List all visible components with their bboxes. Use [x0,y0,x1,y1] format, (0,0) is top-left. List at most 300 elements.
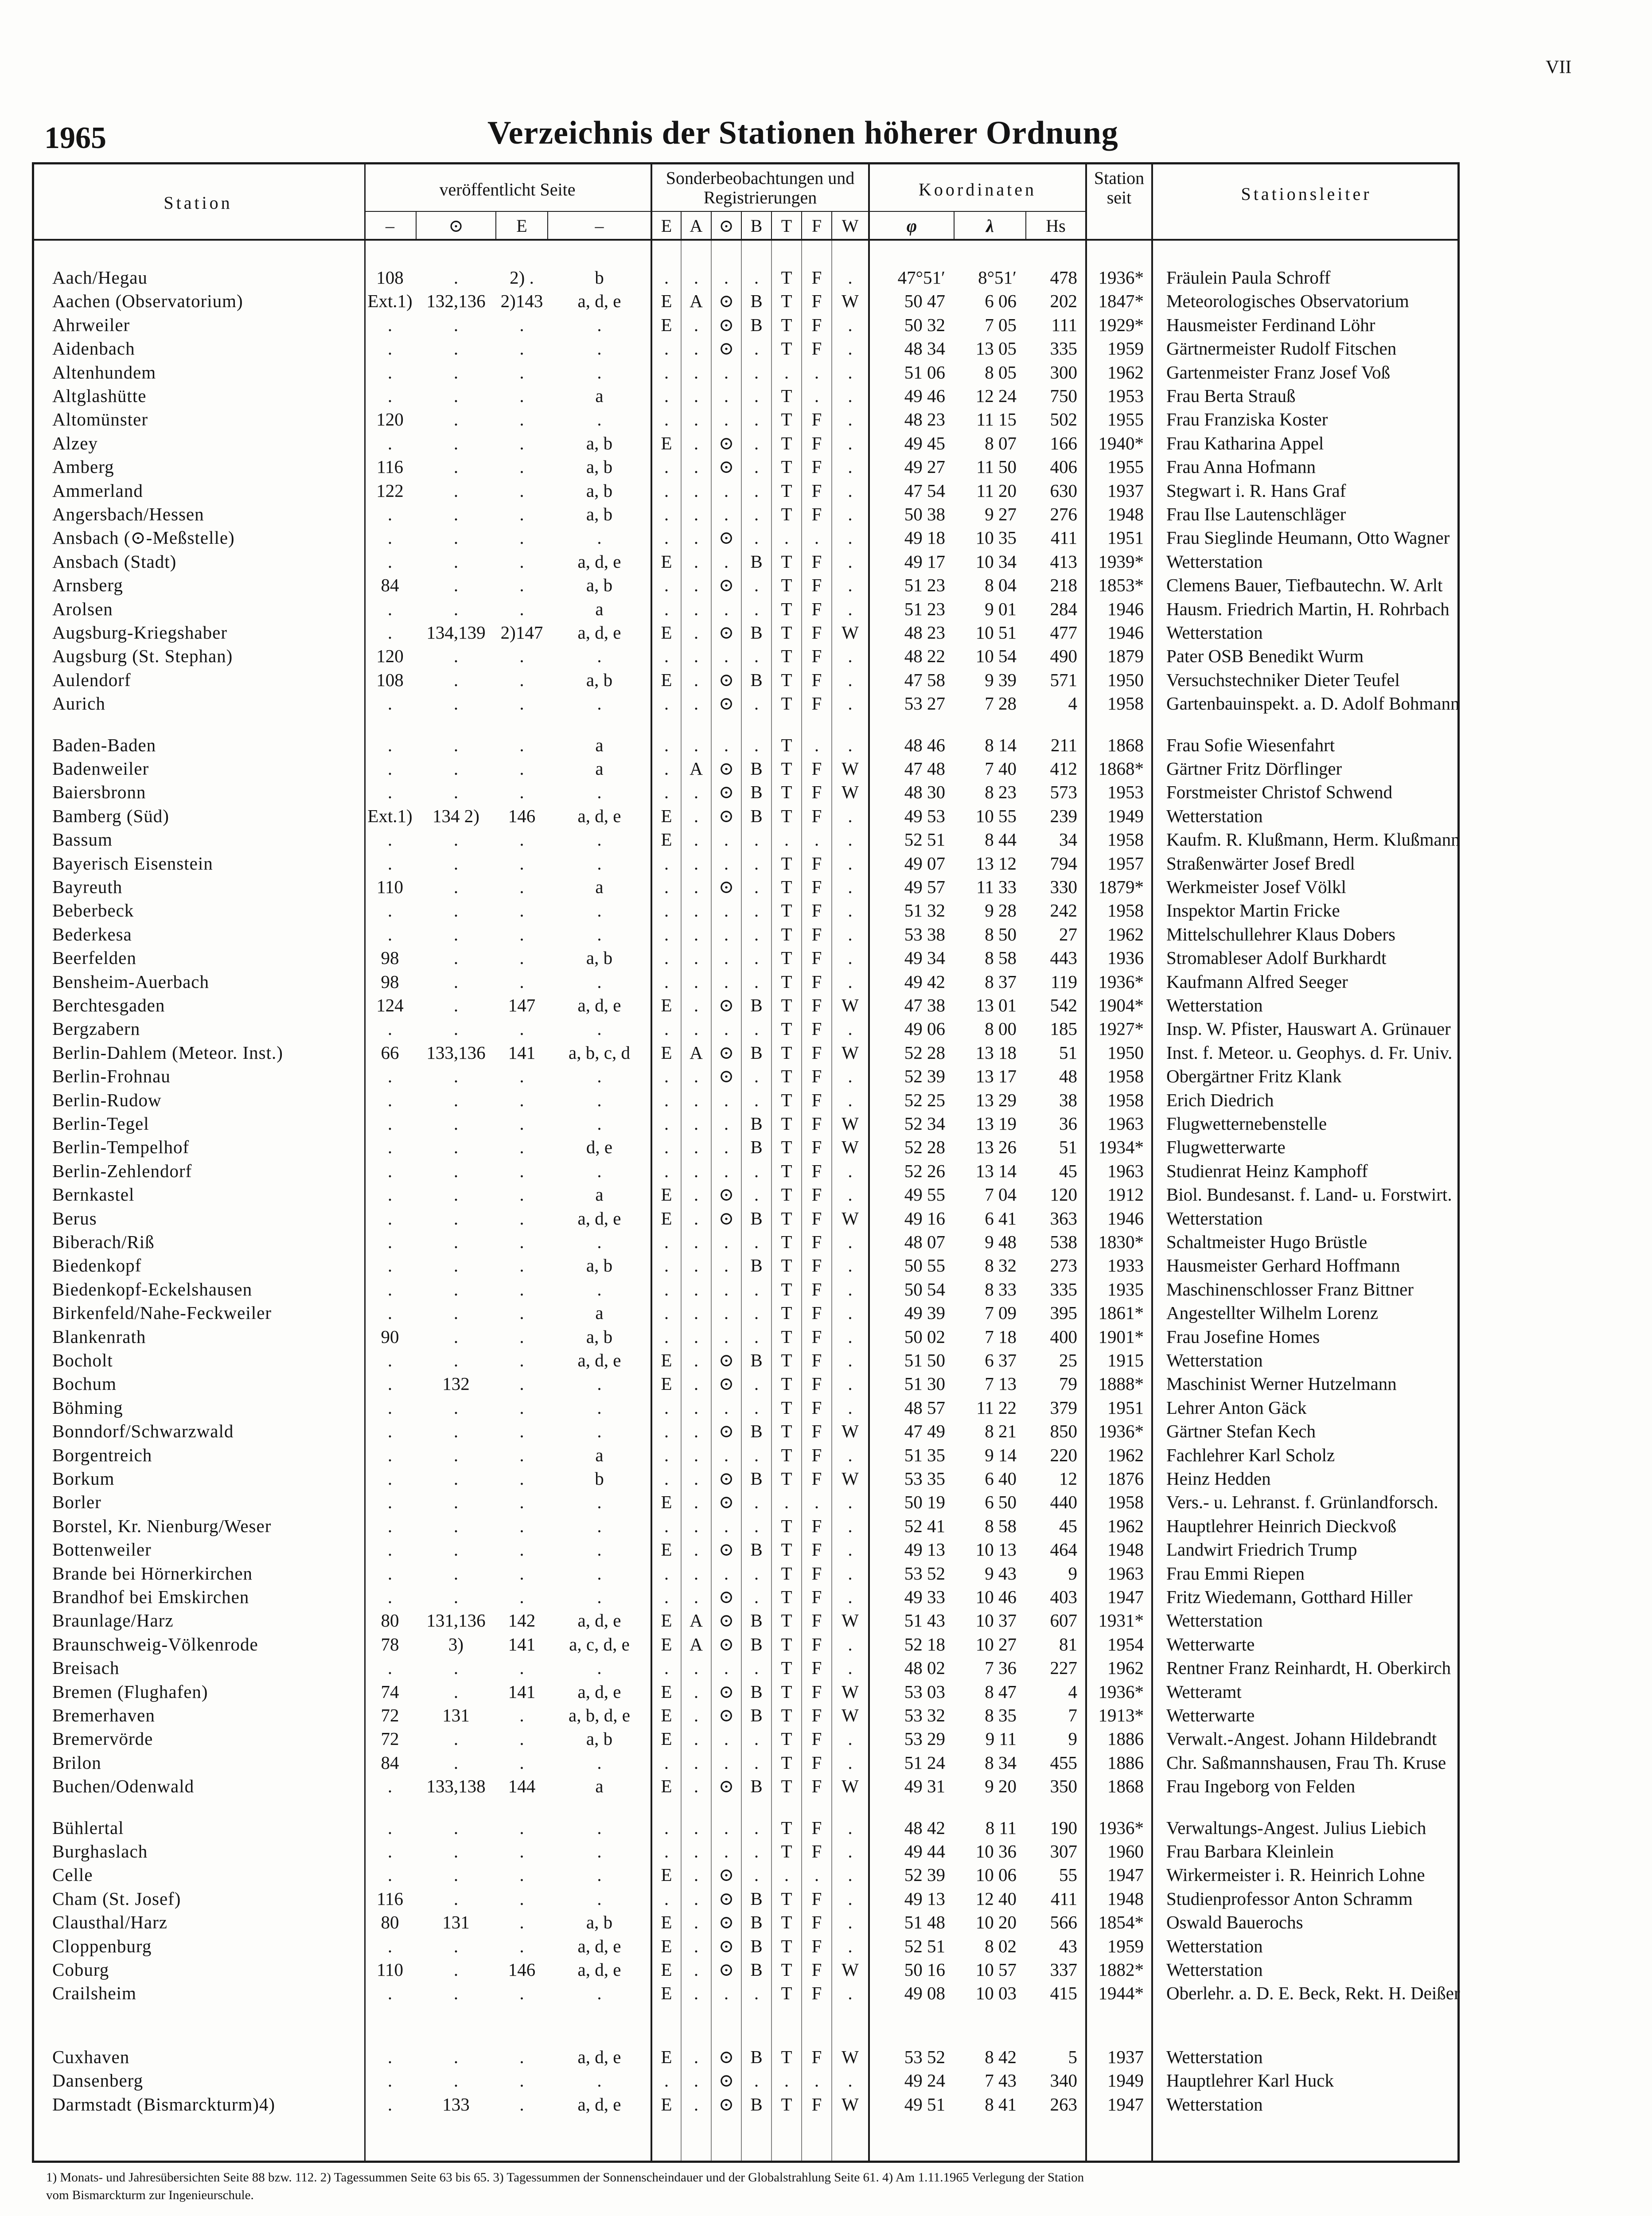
special-observation: . [724,829,729,850]
published-page: a [595,758,604,779]
special-observation: . [848,267,853,288]
latitude: 48 30 [904,782,945,803]
special-observation: E [661,1983,672,2004]
special-observation: ⊙ [718,1587,734,1607]
station-name: Braunlage/Harz [52,1610,174,1631]
station-height: 276 [1050,504,1077,524]
published-page: . [453,1587,459,1607]
special-observation: . [664,480,669,501]
longitude: 8°51′ [978,267,1017,288]
special-observation: T [781,1634,792,1654]
special-observation: B [750,1935,763,1956]
special-observation: . [724,1089,729,1110]
special-observation: . [814,1492,819,1513]
latitude: 47 58 [904,669,945,690]
station-height: 4 [1068,693,1077,714]
special-observation: . [724,1444,729,1465]
station-since: 1854* [1098,1912,1144,1933]
table-row [32,1396,1460,1420]
latitude: 49 46 [904,386,945,406]
published-page: . [597,1018,602,1039]
special-observation: T [781,948,792,968]
header-coordinates: Koordinaten [919,179,1036,199]
station-since: 1949 [1107,2070,1144,2091]
special-observation: . [694,829,699,850]
special-observation: . [754,1326,759,1347]
published-page: a [595,734,604,755]
station-name: Altglashütte [52,386,147,406]
station-leader: Flugwetterwarte [1166,1137,1286,1158]
station-height: 538 [1050,1232,1077,1252]
published-page: . [453,598,459,619]
special-observation: F [811,1232,822,1252]
special-observation: . [664,409,669,430]
published-page: . [387,1018,393,1039]
station-name: Bensheim-Auerbach [52,971,209,992]
published-page: a, d, e [577,805,621,826]
published-page: . [519,924,524,944]
special-observation: . [754,734,759,755]
longitude: 10 03 [975,1983,1017,2004]
special-observation: . [754,504,759,524]
station-since: 1944* [1098,1983,1144,2004]
station-leader: Wetterstation [1166,1350,1263,1370]
special-observation: . [848,1912,853,1933]
published-page: . [519,853,524,874]
station-name: Bühlertal [52,1817,124,1838]
station-name: Ahrweiler [52,314,130,335]
special-observation: . [664,1137,669,1158]
special-observation: . [694,362,699,382]
special-observation: A [690,1634,703,1654]
published-page: a, b [586,1728,613,1749]
published-page: . [519,1492,524,1513]
published-page: a, d, e [577,1681,621,1702]
published-page: . [387,338,393,359]
special-observation: . [848,1255,853,1276]
header-special-col: B [750,216,763,236]
station-leader: Gartenbauinspekt. a. D. Adolf Bohmann [1166,693,1460,714]
special-observation: . [664,456,669,477]
header-special-col: E [661,216,672,236]
published-page: 84 [381,575,399,596]
station-leader: Gärtner Stefan Kech [1166,1421,1316,1442]
special-observation: . [784,2070,789,2091]
published-page: . [597,409,602,430]
station-name: Cham (St. Josef) [52,1888,181,1909]
latitude: 51 50 [904,1350,945,1370]
special-observation: . [694,1113,699,1134]
table-row [32,1207,1460,1230]
special-observation: B [750,1634,763,1654]
special-observation: . [694,1232,699,1252]
station-height: 38 [1059,1089,1077,1110]
published-page: . [597,971,602,992]
published-page: . [453,1160,459,1181]
published-page: a, b [586,1326,613,1347]
station-height: 412 [1050,758,1077,779]
station-name: Angersbach/Hessen [52,504,204,524]
special-observation: . [754,1397,759,1418]
station-leader: Inspektor Martin Fricke [1166,900,1340,921]
published-page: 131,136 [426,1610,486,1631]
station-name: Berus [52,1208,97,1229]
station-since: 1915 [1107,1350,1144,1370]
published-page: . [453,386,459,406]
station-leader: Chr. Saßmannshausen, Frau Th. Kruse [1166,1752,1446,1773]
published-page: . [453,551,459,572]
longitude: 9 48 [985,1232,1017,1252]
station-since: 1935 [1107,1279,1144,1299]
table-row [32,970,1460,994]
station-since: 1886 [1107,1728,1144,1749]
special-observation: T [781,782,792,803]
longitude: 6 41 [985,1208,1017,1229]
special-observation: F [811,853,822,874]
special-observation: E [661,1184,672,1205]
published-page: a, b [586,480,613,501]
special-observation: . [664,734,669,755]
longitude: 10 37 [975,1610,1017,1631]
table-row [32,1349,1460,1372]
longitude: 8 04 [985,575,1017,596]
station-height: 25 [1059,1350,1077,1370]
station-leader: Gärtnermeister Rudolf Fitschen [1166,338,1397,359]
published-page: . [387,1865,393,1885]
station-name: Ansbach (⊙-Meßstelle) [52,527,235,548]
station-since: 1933 [1107,1255,1144,1276]
latitude: 50 16 [904,1959,945,1980]
station-name: Cloppenburg [52,1935,152,1956]
station-leader: Wetterstation [1166,805,1263,826]
longitude: 10 06 [975,1865,1017,1885]
special-observation: E [661,1610,672,1631]
special-observation: . [694,1865,699,1885]
station-name: Bayerisch Eisenstein [52,853,213,874]
special-observation: F [811,782,822,803]
published-page: 84 [381,1752,399,1773]
longitude: 13 19 [975,1113,1017,1134]
special-observation: F [811,1705,822,1725]
longitude: 13 05 [975,338,1017,359]
header-station-since: Station seit [1094,168,1145,207]
header-pub-col: ⊙ [448,216,464,236]
latitude: 50 55 [904,1255,945,1276]
station-name: Bremerhaven [52,1705,155,1725]
station-since: 1955 [1107,456,1144,477]
special-observation: . [848,338,853,359]
published-page: . [519,1563,524,1584]
station-leader: Meteorologisches Observatorium [1166,291,1409,312]
table-row [32,1159,1460,1183]
special-observation: ⊙ [718,2046,734,2067]
station-name: Altenhundem [52,362,156,382]
special-observation: . [814,734,819,755]
latitude: 48 34 [904,338,945,359]
published-page: a, d, e [577,2094,621,2115]
special-observation: T [781,900,792,921]
special-observation: B [750,805,763,826]
special-observation: T [781,1421,792,1442]
published-page: 133 [442,2094,470,2115]
published-page: . [597,829,602,850]
special-observation: . [848,409,853,430]
special-observation: B [750,291,763,312]
special-observation: . [694,853,699,874]
station-leader: Hausmeister Gerhard Hoffmann [1166,1255,1400,1276]
special-observation: . [724,1817,729,1838]
special-observation: . [848,386,853,406]
special-observation: T [781,551,792,572]
table-row [32,946,1460,970]
published-page: . [387,551,393,572]
special-observation: . [664,1421,669,1442]
special-observation: T [781,622,792,643]
published-page: . [519,669,524,690]
special-observation: F [811,409,822,430]
latitude: 49 51 [904,2094,945,2115]
published-page: . [387,1563,393,1584]
special-observation: E [661,1705,672,1725]
special-observation: T [781,669,792,690]
special-observation: T [781,1912,792,1933]
published-page: a, d, e [577,1959,621,1980]
station-height: 45 [1059,1515,1077,1536]
station-name: Beberbeck [52,900,134,921]
published-page: . [387,1137,393,1158]
special-observation: . [664,693,669,714]
special-observation: . [664,1515,669,1536]
special-observation: . [694,2070,699,2091]
special-observation: W [842,1421,859,1442]
published-page: . [597,1421,602,1442]
special-observation: . [754,948,759,968]
latitude: 48 22 [904,646,945,667]
longitude: 6 50 [985,1492,1017,1513]
latitude: 49 57 [904,877,945,897]
published-page: . [387,1350,393,1370]
station-leader: Oberlehr. a. D. E. Beck, Rekt. H. Deißer [1166,1983,1460,2004]
longitude: 10 54 [975,646,1017,667]
published-page: a, d, e [577,2046,621,2067]
special-observation: F [811,900,822,921]
published-page: . [453,829,459,850]
published-page: . [519,1888,524,1909]
published-page: . [387,2070,393,2091]
special-observation: . [694,1160,699,1181]
special-observation: . [848,575,853,596]
special-observation: F [811,948,822,968]
latitude: 49 53 [904,805,945,826]
special-observation: . [724,1983,729,2004]
published-page: . [453,1255,459,1276]
special-observation: W [842,1468,859,1489]
published-page: . [519,1397,524,1418]
table-row [32,2069,1460,2092]
published-page: . [453,1444,459,1465]
special-observation: . [754,362,759,382]
special-observation: . [694,782,699,803]
published-page: . [387,1160,393,1181]
longitude: 13 14 [975,1160,1017,1181]
published-page: . [453,1137,459,1158]
special-observation: . [814,362,819,382]
longitude: 8 58 [985,1515,1017,1536]
station-since: 1936* [1098,267,1144,288]
published-page: . [453,1018,459,1039]
station-since: 1929* [1098,314,1144,335]
published-page: . [453,480,459,501]
station-leader: Straßenwärter Josef Bredl [1166,853,1355,874]
header-pub-col: – [386,216,394,236]
published-page: . [453,924,459,944]
special-observation: . [694,995,699,1015]
station-name: Biedenkopf [52,1255,142,1276]
published-page: . [519,877,524,897]
special-observation: ⊙ [718,1912,734,1933]
table-row [32,780,1460,804]
published-page: a, d, e [577,551,621,572]
special-observation: . [694,504,699,524]
table-row [32,1183,1460,1206]
station-since: 1936* [1098,971,1144,992]
longitude: 6 40 [985,1468,1017,1489]
published-page: . [519,433,524,453]
special-observation: F [811,1421,822,1442]
published-page: . [453,948,459,968]
station-name: Buchen/Odenwald [52,1776,195,1797]
special-observation: ⊙ [718,877,734,897]
longitude: 8 11 [985,1817,1017,1838]
table-row [32,621,1460,644]
station-height: 850 [1050,1421,1077,1442]
longitude: 11 22 [976,1397,1017,1418]
longitude: 9 01 [985,598,1017,619]
station-since: 1947 [1107,1865,1144,1885]
special-observation: E [661,1959,672,1980]
special-observation: . [784,1865,789,1885]
table-row [32,828,1460,851]
station-name: Berchtesgaden [52,995,165,1015]
special-observation: . [848,1563,853,1584]
station-since: 1939* [1098,551,1144,572]
station-since: 1946 [1107,622,1144,643]
station-height: 571 [1050,669,1077,690]
published-page: . [519,734,524,755]
station-height: 45 [1059,1160,1077,1181]
published-page: . [387,1841,393,1861]
special-observation: T [781,1042,792,1063]
station-leader: Hauptlehrer Heinrich Dieckvoß [1166,1515,1397,1536]
special-observation: W [842,995,859,1015]
published-page: 110 [377,877,403,897]
longitude: 7 05 [985,314,1017,335]
published-page: . [597,1066,602,1087]
special-observation: E [661,1776,672,1797]
table-row [32,1372,1460,1396]
published-page: . [387,1935,393,1956]
station-since: 1953 [1107,782,1144,803]
latitude: 50 02 [904,1326,945,1347]
published-page: . [519,338,524,359]
station-height: 411 [1051,1888,1077,1909]
table-row [32,574,1460,597]
longitude: 8 41 [985,2094,1017,2115]
special-observation: F [811,504,822,524]
station-leader: Hausmeister Ferdinand Löhr [1166,314,1375,335]
table-row [32,1041,1460,1065]
special-observation: . [694,386,699,406]
station-leader: Frau Katharina Appel [1166,433,1324,453]
station-height: 55 [1059,1865,1077,1885]
special-observation: . [694,527,699,548]
published-page: a [595,1776,604,1797]
special-observation: . [664,1841,669,1861]
special-observation: B [750,1705,763,1725]
special-observation: . [754,575,759,596]
station-height: 284 [1050,598,1077,619]
special-observation: F [811,1841,822,1861]
published-page: . [453,1303,459,1323]
published-page: . [453,1421,459,1442]
special-observation: . [814,386,819,406]
special-observation: T [781,1539,792,1560]
special-observation: B [750,2094,763,2115]
special-observation: . [694,1421,699,1442]
special-observation: ⊙ [718,1421,734,1442]
special-observation: F [811,267,822,288]
longitude: 11 20 [976,480,1017,501]
published-page: . [519,1444,524,1465]
station-since: 1888* [1098,1373,1144,1394]
special-observation: . [694,1563,699,1584]
station-height: 573 [1050,782,1077,803]
published-page: . [519,1089,524,1110]
published-page: d, e [586,1137,613,1158]
special-observation: . [848,1539,853,1560]
latitude: 51 35 [904,1444,945,1465]
special-observation: . [694,2094,699,2115]
published-page: b [595,267,604,288]
station-name: Braunschweig-Völkenrode [52,1634,258,1654]
published-page: 133,138 [426,1776,486,1797]
published-page: . [453,314,459,335]
published-page: a, d, e [577,1208,621,1229]
table-row [32,1017,1460,1041]
table-row [32,503,1460,526]
special-observation: F [811,1042,822,1063]
special-observation: . [664,386,669,406]
published-page: a [595,598,604,619]
latitude: 49 33 [904,1587,945,1607]
station-leader: Fritz Wiedemann, Gotthard Hiller [1166,1587,1413,1607]
special-observation: F [811,1279,822,1299]
special-observation: . [694,1539,699,1560]
table-row [32,1727,1460,1751]
longitude: 7 28 [985,693,1017,714]
special-observation: E [661,2094,672,2115]
latitude: 53 32 [904,1705,945,1725]
special-observation: . [694,734,699,755]
special-observation: . [848,646,853,667]
station-name: Aidenbach [52,338,135,359]
special-observation: . [694,948,699,968]
special-observation: . [664,1444,669,1465]
special-observation: . [754,267,759,288]
special-observation: F [811,433,822,453]
station-since: 1946 [1107,598,1144,619]
station-since: 1958 [1107,829,1144,850]
